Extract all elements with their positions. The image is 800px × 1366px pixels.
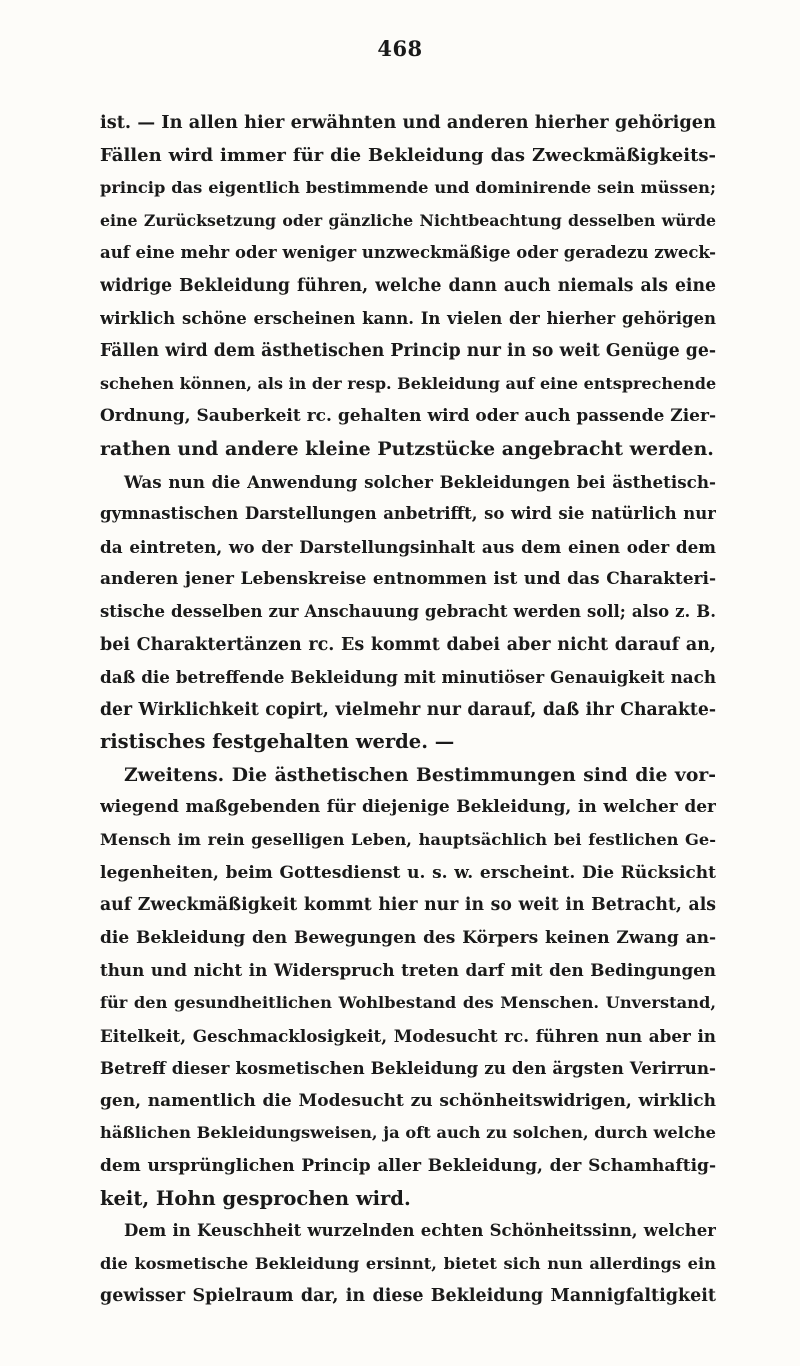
text-line: gymnastischen Darstellungen anbetrifft, so wird sie natürlich nur [100,504,716,524]
text-line: auf eine mehr oder weniger unzweckmäßige oder geradezu zweck- [100,243,716,263]
text-line: Ordnung, Sauberkeit rc. gehalten wird oder auch passende Zier- [100,406,716,427]
page-number: 468 [377,36,423,61]
text-line: bei Charaktertänzen rc. Es kommt dabei aber nicht darauf an, [100,634,716,655]
text-line: ist. — In allen hier erwähnten und anderen hierher gehörigen [100,112,716,133]
text-line: legenheiten, beim Gottesdienst u. s. w. erscheint. Die Rücksicht [100,862,716,883]
text-line: princip das eigentlich bestimmende und dominirende sein müssen; [100,178,716,198]
text-line: auf Zweckmäßigkeit kommt hier nur in so weit in Betracht, als [100,895,716,916]
text-line: anderen jener Lebenskreise entnommen ist und das Charakteri- [100,569,716,590]
text-line: daß die betreffende Bekleidung mit minutiöser Genauigkeit nach [100,667,716,688]
text-line: die Bekleidung den Bewegungen des Körpers keinen Zwang an- [100,927,716,948]
paragraph-last-line: rathen und andere kleine Putzstücke angebracht werden. [100,437,714,460]
text-line: der Wirklichkeit copirt, vielmehr nur darauf, daß ihr Charakte- [100,699,716,720]
text-line: die kosmetische Bekleidung ersinnt, bietet sich nun allerdings ein [100,1253,716,1273]
text-line: Mensch im rein geselligen Leben, hauptsächlich bei festlichen Ge- [100,830,716,850]
text-line: dem ursprünglichen Princip aller Bekleidung, der Schamhaftig- [100,1156,716,1176]
text-line: da eintreten, wo der Darstellungsinhalt aus dem einen oder dem [100,536,716,557]
text-line: Fällen wird dem ästhetischen Princip nur in so weit Genüge ge- [100,341,716,362]
text-line: stische desselben zur Anschauung gebracht werden soll; also z. B. [100,601,716,621]
text-line: für den gesundheitlichen Wohlbestand des Menschen. Unverstand, [100,993,716,1013]
paragraph-first-line: Was nun die Anwendung solcher Bekleidungen bei ästhetisch- [124,471,716,492]
text-line: Eitelkeit, Geschmacklosigkeit, Modesucht rc. führen nun aber in [100,1025,716,1046]
body-text [100,107,716,1313]
paragraph-first-line: Dem in Keuschheit wurzelnden echten Schönheitssinn, welcher [124,1221,716,1241]
text-line: widrige Bekleidung führen, welche dann auch niemals als eine [100,275,716,296]
text-line: wiegend maßgebenden für diejenige Bekleidung, in welcher der [100,797,716,818]
text-line: häßlichen Bekleidungsweisen, ja oft auch zu solchen, durch welche [100,1123,716,1143]
text-line: thun und nicht in Widerspruch treten darf mit den Bedingungen [100,960,716,981]
text-line: Betreff dieser kosmetischen Bekleidung zu den ärgsten Verirrun- [100,1058,716,1079]
text-line: eine Zurücksetzung oder gänzliche Nichtbeachtung desselben würde [100,210,716,230]
text-line: gewisser Spielraum dar, in diese Bekleidung Mannigfaltigkeit [100,1286,716,1307]
paragraph-last-line: keit, Hohn gesprochen wird. [100,1186,411,1210]
paragraph-last-line: ristisches festgehalten werde. — [100,730,455,754]
text-line: wirklich schöne erscheinen kann. In vielen der hierher gehörigen [100,308,716,328]
paragraph-first-line: Zweitens. Die ästhetischen Bestimmungen sind die vor- [124,763,716,786]
text-line: Fällen wird immer für die Bekleidung das Zweckmäßigkeits- [100,144,716,166]
text-line: gen, namentlich die Modesucht zu schönheitswidrigen, wirklich [100,1090,716,1111]
text-line: schehen können, als in der resp. Bekleidung auf eine entsprechende [100,373,716,393]
